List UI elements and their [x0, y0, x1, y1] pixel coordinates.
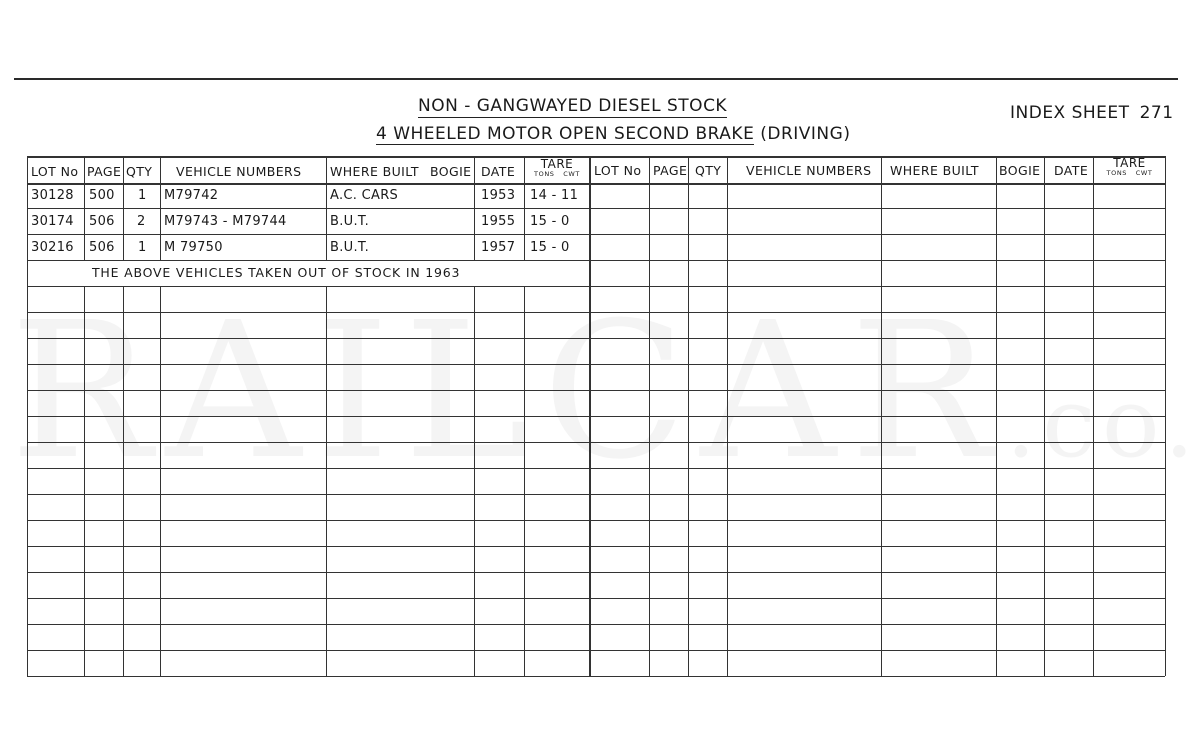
header-bogie: BOGIE [430, 164, 472, 179]
tare-label: TARE [540, 157, 574, 171]
grid-vline [84, 286, 85, 676]
grid-vline [474, 286, 475, 676]
header-vehicle-numbers: VEHICLE NUMBERS [176, 164, 302, 179]
grid-vline [123, 156, 124, 260]
header-where-built: WHERE BUILT [890, 163, 979, 178]
cell-date: 1955 [481, 214, 516, 229]
header-tare [525, 158, 589, 179]
grid-hline [27, 260, 1165, 261]
cell-vehicles: M79742 [164, 188, 219, 203]
cell-where-built: B.U.T. [330, 240, 370, 255]
cell-page: 506 [89, 214, 115, 229]
header-where-built: WHERE BUILT [330, 164, 419, 179]
grid-hline [27, 468, 1165, 469]
header-tare [1094, 157, 1165, 178]
grid-vline [27, 156, 28, 676]
grid-vline [1044, 156, 1045, 676]
grid-vline [688, 156, 689, 676]
header-page: PAGE [653, 163, 688, 178]
grid-vline [123, 286, 124, 676]
grid-hline [27, 338, 1165, 339]
grid-hline [27, 364, 1165, 365]
header-page: PAGE [87, 164, 122, 179]
tare-label: TARE [1113, 156, 1146, 170]
grid-hline [27, 520, 1165, 521]
header-lot-no: LOT No [31, 164, 79, 179]
cell-date: 1953 [481, 188, 516, 203]
header-lot-no: LOT No [594, 163, 642, 178]
subtitle-paren: (DRIVING) [760, 124, 851, 144]
grid-hline [27, 234, 1165, 235]
grid-hline [27, 650, 1165, 651]
cell-qty: 1 [138, 240, 147, 255]
grid-hline [27, 286, 1165, 287]
cell-qty: 1 [138, 188, 147, 203]
grid-hline [27, 494, 1165, 495]
grid-hline [27, 598, 1165, 599]
header-qty: QTY [695, 163, 722, 178]
header-qty: QTY [126, 164, 153, 179]
grid-hline [27, 624, 1165, 625]
tare-units: TONS CWT [534, 170, 580, 178]
index-number: 271 [1139, 103, 1174, 123]
cell-lot: 30174 [31, 214, 74, 229]
grid-vline [727, 156, 728, 676]
cell-date: 1957 [481, 240, 516, 255]
grid-vline [996, 156, 997, 676]
grid-vline [881, 156, 882, 676]
cell-tare: 15 - 0 [530, 214, 570, 229]
header-date: DATE [481, 164, 516, 179]
cell-vehicles: M 79750 [164, 240, 223, 255]
grid-hline [27, 156, 1165, 158]
grid-vline [160, 156, 161, 260]
grid-vline [326, 156, 327, 260]
grid-vline [326, 286, 327, 676]
grid-vline [589, 156, 591, 676]
cell-lot: 30128 [31, 188, 74, 203]
cell-qty: 2 [137, 214, 146, 229]
sheet-title: NON - GANGWAYED DIESEL STOCK [418, 96, 728, 116]
grid-hline [27, 442, 1165, 443]
cell-page: 506 [89, 240, 115, 255]
grid-hline [27, 312, 1165, 313]
header-vehicle-numbers: VEHICLE NUMBERS [746, 163, 872, 178]
grid-vline [160, 286, 161, 676]
header-date: DATE [1054, 163, 1089, 178]
grid-hline [27, 416, 1165, 417]
grid-vline [649, 156, 650, 676]
cell-tare: 14 - 11 [530, 188, 579, 203]
cell-page: 500 [89, 188, 115, 203]
grid-hline [27, 546, 1165, 547]
grid-vline [524, 286, 525, 676]
grid-hline [27, 390, 1165, 391]
cell-vehicles: M79743 - M79744 [164, 214, 287, 229]
header-bogie: BOGIE [999, 163, 1041, 178]
cell-tare: 15 - 0 [530, 240, 570, 255]
subtitle-main: 4 WHEELED MOTOR OPEN SECOND BRAKE [376, 124, 755, 144]
grid-vline [1165, 156, 1166, 676]
cell-where-built: B.U.T. [330, 214, 370, 229]
grid-hline [27, 676, 1165, 677]
grid-vline [84, 156, 85, 260]
index-label: INDEX SHEET [1010, 103, 1130, 123]
grid-hline [27, 208, 1165, 209]
tare-units: TONS CWT [1106, 169, 1153, 177]
grid-vline [1093, 156, 1094, 676]
cell-where-built: A.C. CARS [330, 188, 399, 203]
out-of-stock-note: THE ABOVE VEHICLES TAKEN OUT OF STOCK IN 1963 [92, 265, 461, 280]
grid-hline [27, 183, 1165, 185]
grid-vline [474, 156, 475, 260]
cell-lot: 30216 [31, 240, 74, 255]
grid-hline [27, 572, 1165, 573]
